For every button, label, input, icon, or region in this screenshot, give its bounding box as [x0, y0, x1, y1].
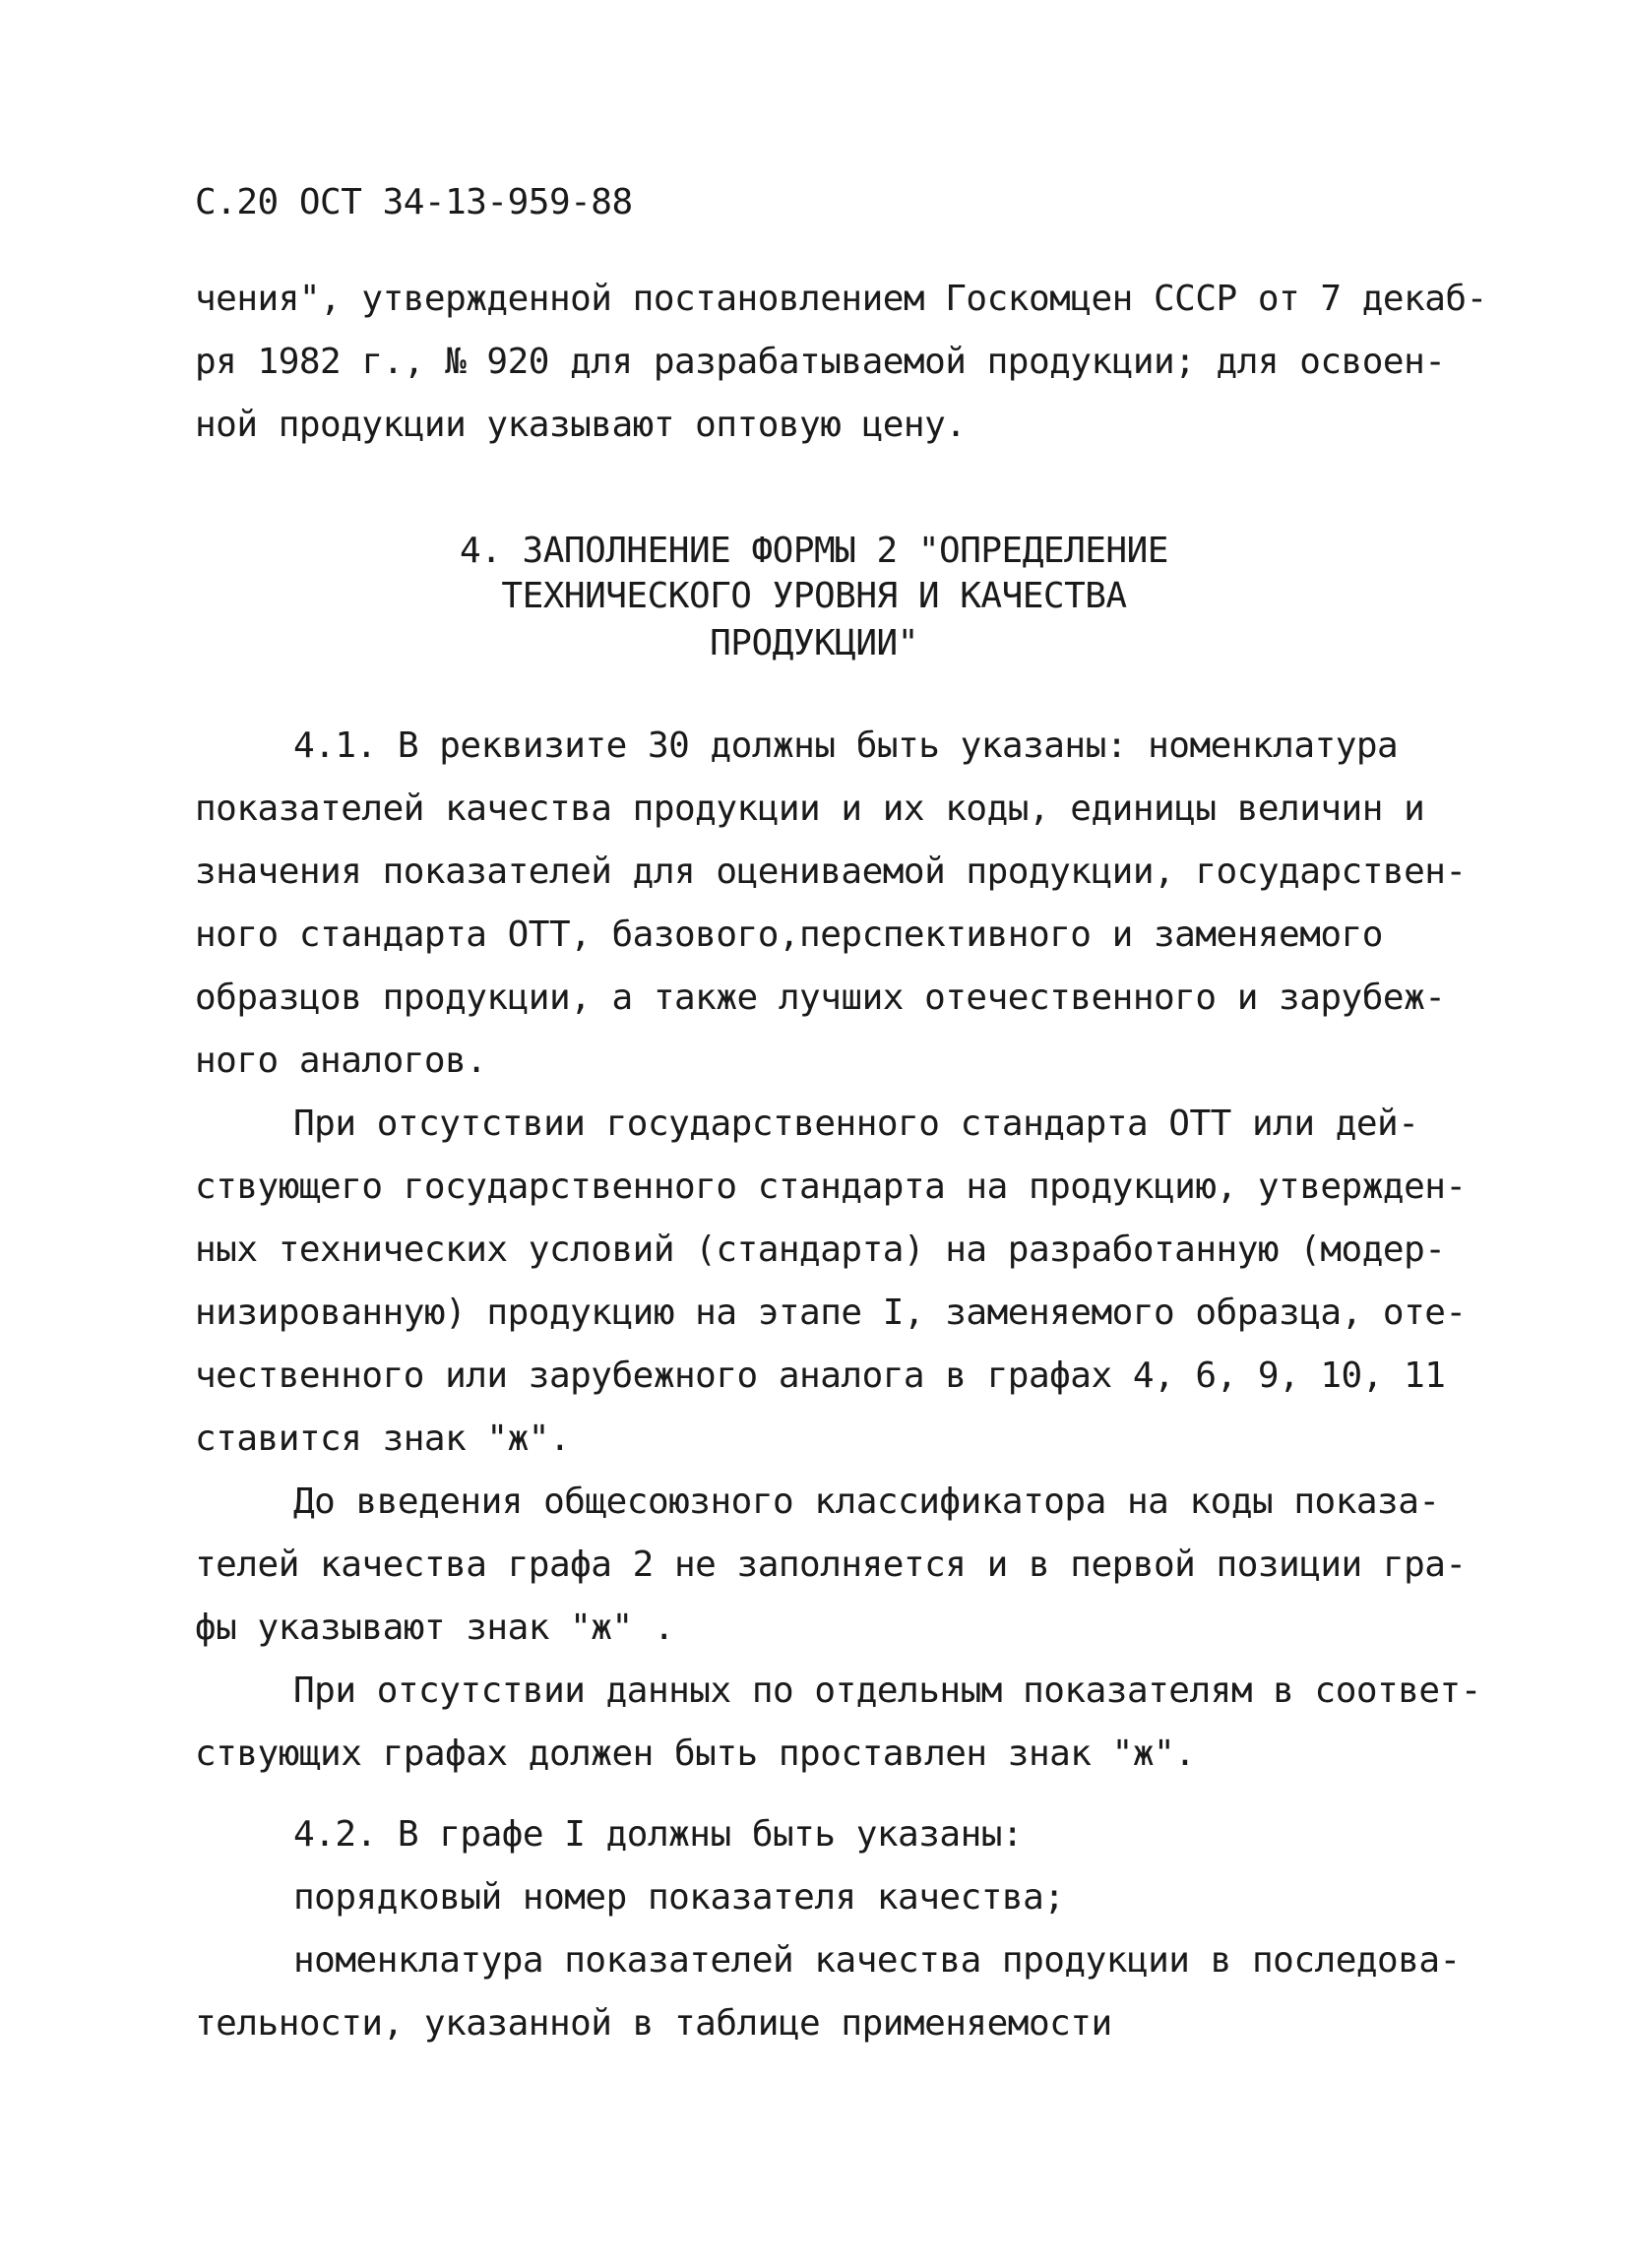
text-line: номенклатура показателей качества продукции в последова- [293, 1940, 1461, 1981]
text-line: 4.1. В реквизите 30 должны быть указаны: номенклатура [293, 725, 1399, 766]
text-line: ного аналогов. [195, 1040, 487, 1081]
section-title-line: 4. ЗАПОЛНЕНИЕ ФОРМЫ 2 "ОПРЕДЕЛЕНИЕ [460, 531, 1168, 571]
text-line: При отсутствии данных по отдельным показателям в соответ- [293, 1670, 1481, 1711]
text-line: чественного или зарубежного аналога в графах 4, 6, 9, 10, 11 [195, 1355, 1446, 1396]
text-line: ствующих графах должен быть проставлен знак "ж". [195, 1733, 1196, 1774]
section-title-line: ПРОДУКЦИИ" [710, 623, 918, 663]
text-line: порядковый номер показателя качества; [293, 1877, 1065, 1918]
text-line: низированную) продукцию на этапе I, заменяемого образца, оте- [195, 1292, 1467, 1333]
text-line: ствующего государственного стандарта на продукцию, утвержден- [195, 1166, 1467, 1207]
text-line: чения", утвержденной постановлением Госкомцен СССР от 7 декаб- [195, 279, 1487, 319]
text-line: ного стандарта ОТТ, базового,перспективного и заменяемого [195, 914, 1383, 955]
text-line: ной продукции указывают оптовую цену. [195, 405, 967, 445]
text-line: образцов продукции, а также лучших отечественного и зарубеж- [195, 977, 1446, 1018]
text-line: фы указывают знак "ж" . [195, 1607, 674, 1648]
page-header: С.20 ОСТ 34-13-959-88 [195, 182, 633, 222]
text-line: До введения общесоюзного классификатора на коды показа- [293, 1481, 1440, 1522]
section-title-line: ТЕХНИЧЕСКОГО УРОВНЯ И КАЧЕСТВА [501, 576, 1127, 616]
text-line: показателей качества продукции и их коды, единицы величин и [195, 788, 1425, 829]
text-line: При отсутствии государственного стандарта ОТТ или дей- [293, 1103, 1419, 1144]
text-line: телей качества графа 2 не заполняется и в первой позиции гра- [195, 1544, 1467, 1585]
text-line: ных технических условий (стандарта) на разработанную (модер- [195, 1229, 1446, 1270]
text-line: 4.2. В графе I должны быть указаны: [293, 1814, 1024, 1855]
text-line: значения показателей для оцениваемой продукции, государствен- [195, 851, 1467, 892]
text-line: тельности, указанной в таблице применяемости [195, 2003, 1112, 2044]
text-line: ря 1982 г., № 920 для разрабатываемой продукции; для освоен- [195, 342, 1446, 382]
text-line: ставится знак "ж". [195, 1418, 571, 1459]
